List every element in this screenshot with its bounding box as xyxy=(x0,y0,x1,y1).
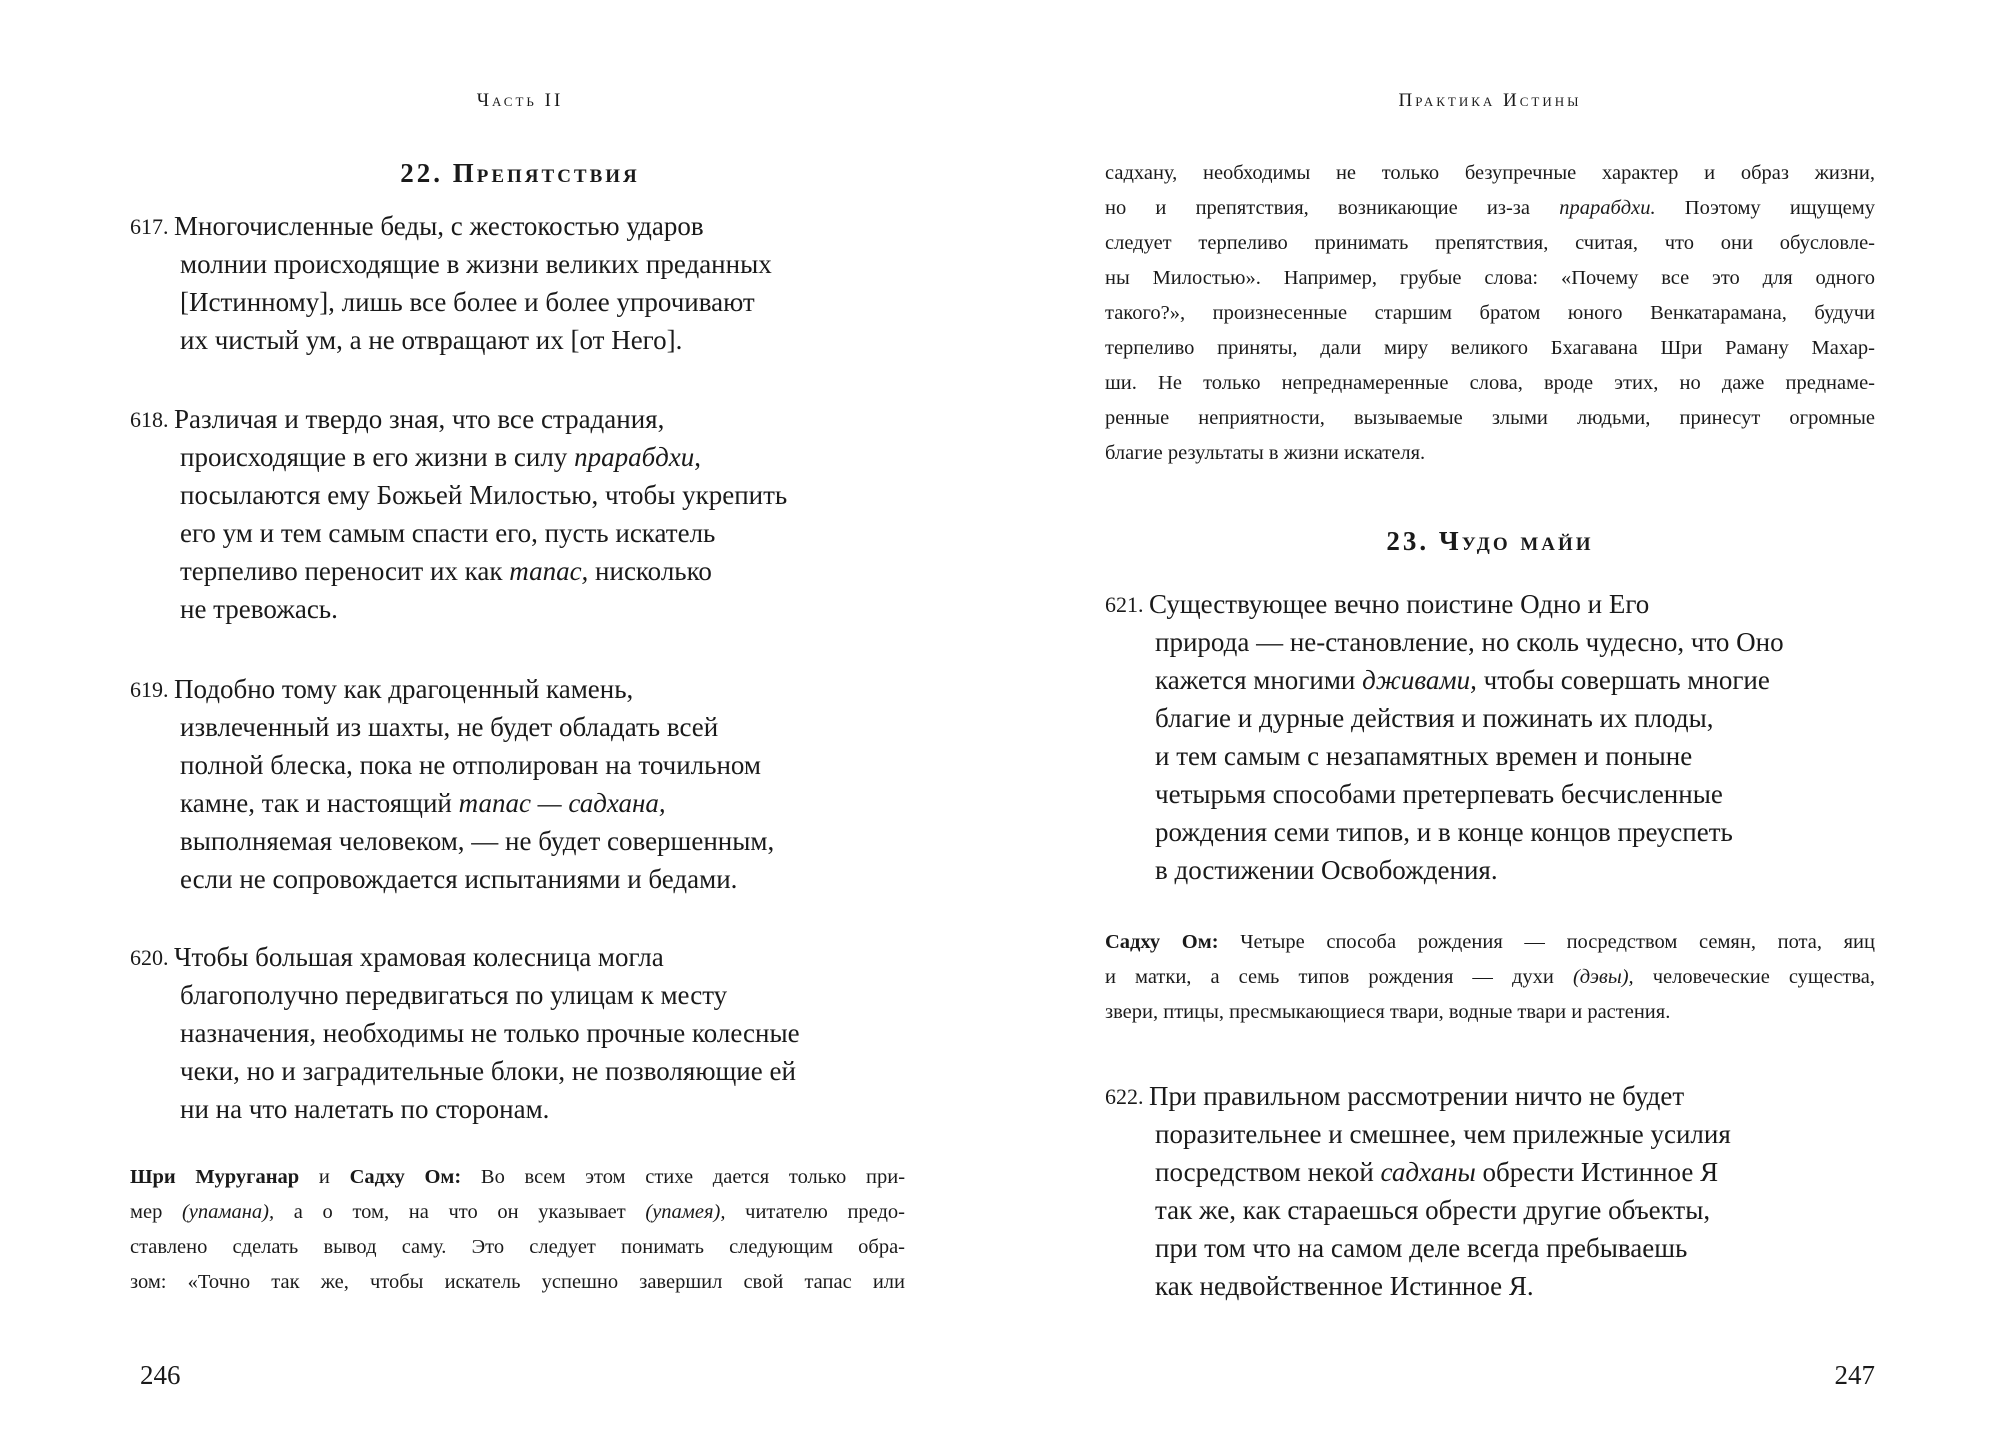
verse-line: При правильном рассмотрении ничто не будет xyxy=(1149,1081,1685,1111)
section-title-22-wrap xyxy=(130,158,910,189)
verse-line: как недвойственное Истинное Я. xyxy=(1155,1271,1534,1301)
commentary-line: ренные неприятности, вызываемые злыми людьми, принесут огромные xyxy=(1105,407,1875,429)
verse-text xyxy=(174,207,910,359)
section-title-22: 22. Препятствия xyxy=(400,158,640,188)
verse-line: терпеливо переносит их как тапас, нисколько xyxy=(180,556,712,586)
verse-621 xyxy=(1105,585,1875,889)
verse-number: 617. xyxy=(130,214,169,239)
verse-text xyxy=(174,670,910,898)
verse-line: их чистый ум, а не отвращают их [от Него]. xyxy=(180,325,683,355)
running-head-left: Часть II xyxy=(476,90,564,111)
commentary-621 xyxy=(1105,925,1875,1030)
commentary-line: ши. Не только непреднамеренные слова, вроде этих, но даже преднаме- xyxy=(1105,372,1875,394)
verse-line: выполняемая человеком, — не будет совершенным, xyxy=(180,826,775,856)
verse-line: Существующее вечно поистине Одно и Его xyxy=(1149,589,1650,619)
verse-number: 618. xyxy=(130,407,169,432)
verse-line: ни на что налетать по сторонам. xyxy=(180,1094,550,1124)
verse-line: поразительнее и смешнее, чем прилежные усилия xyxy=(1155,1119,1731,1149)
verse-line: камне, так и настоящий тапас — садхана, xyxy=(180,788,666,818)
term-sadhana: садханы xyxy=(1380,1157,1476,1187)
verse-line: кажется многими дживами, чтобы совершать многие xyxy=(1155,665,1770,695)
verse-line: Подобно тому как драгоценный камень, xyxy=(174,674,634,704)
verse-619 xyxy=(130,670,910,898)
continued-commentary xyxy=(1105,156,1875,471)
verse-line: чеки, но и заградительные блоки, не позволяющие ей xyxy=(180,1056,796,1086)
commentary-line: такого?», произнесенные старшим братом юного Венкатарамана, будучи xyxy=(1105,302,1875,324)
commentary-line: следует терпеливо принимать препятствия, считая, что они обусловле- xyxy=(1105,232,1875,254)
page-number-right: 247 xyxy=(1834,1360,1875,1390)
page-number-left: 246 xyxy=(140,1360,181,1390)
commentary-line: ставлено сделать вывод саму. Это следует понимать следующим обра- xyxy=(130,1236,905,1258)
commentary-line: Шри Муруганар и Садху Ом: Во всем этом стихе дается только при- xyxy=(130,1166,906,1188)
commentary-line: зом: «Точно так же, чтобы искатель успешно завершил свой тапас или xyxy=(130,1271,905,1293)
verse-line: благополучно передвигаться по улицам к месту xyxy=(180,980,728,1010)
section-title-23-wrap xyxy=(1105,526,1875,557)
commentary-author: Шри Муруганар xyxy=(130,1166,300,1188)
verse-number: 619. xyxy=(130,677,169,702)
verse-line: [Истинному], лишь все более и более упрочивают xyxy=(180,287,755,317)
verse-text xyxy=(1149,585,1875,889)
commentary-author: Садху Ом: xyxy=(1105,931,1219,953)
verse-text xyxy=(1149,1077,1875,1305)
commentary-line: но и препятствия, возникающие из-за прарабдхи. Поэтому ищущему xyxy=(1105,197,1875,219)
verse-line: если не сопровождается испытаниями и бедами. xyxy=(180,864,738,894)
verse-line: Различая и твердо зная, что все страдания, xyxy=(174,404,665,434)
verse-line: полной блеска, пока не отполирован на точильном xyxy=(180,750,761,780)
verse-line: назначения, необходимы не только прочные колесные xyxy=(180,1018,800,1048)
commentary-line: звери, птицы, пресмыкающиеся твари, водные твари и растения. xyxy=(1105,1001,1671,1023)
commentary-line: терпеливо приняты, дали миру великого Бхагавана Шри Раману Махар- xyxy=(1105,337,1875,359)
term-jivas: дживами, xyxy=(1362,665,1477,695)
verse-620 xyxy=(130,938,910,1128)
verse-number: 620. xyxy=(130,945,169,970)
verse-line: посредством некой садханы обрести Истинное Я xyxy=(1155,1157,1719,1187)
commentary-620 xyxy=(130,1160,905,1300)
verse-line: Чтобы большая храмовая колесница могла xyxy=(174,942,664,972)
verse-line: извлеченный из шахты, не будет обладать всей xyxy=(180,712,719,742)
verse-622 xyxy=(1105,1077,1875,1305)
verse-line: не тревожась. xyxy=(180,594,338,624)
commentary-line: мер (упамана), а о том, на что он указывает (упамея), читателю предо- xyxy=(130,1201,906,1223)
term-prarabdha: прарабдхи xyxy=(574,442,695,472)
verse-number: 621. xyxy=(1105,592,1144,617)
commentary-line: ны Милостью». Например, грубые слова: «Почему все это для одного xyxy=(1105,267,1875,289)
verse-line: происходящие в его жизни в силу прарабдхи, xyxy=(180,442,702,472)
verse-line: четырьмя способами претерпевать бесчисленные xyxy=(1155,779,1723,809)
left-page xyxy=(130,0,910,1453)
right-page xyxy=(1105,0,1875,1453)
verse-line: Многочисленные беды, с жестокостью ударов xyxy=(174,211,704,241)
commentary-line: садхану, необходимы не только безупречные характер и образ жизни, xyxy=(1105,162,1875,184)
verse-line: в достижении Освобождения. xyxy=(1155,855,1498,885)
verse-line: рождения семи типов, и в конце концов преуспеть xyxy=(1155,817,1733,847)
verse-line: посылаются ему Божьей Милостью, чтобы укрепить xyxy=(180,480,788,510)
running-head-right: Практика Истины xyxy=(1398,90,1582,111)
section-title-23: 23. Чудо майи xyxy=(1386,526,1594,556)
verse-number: 622. xyxy=(1105,1084,1144,1109)
verse-line: благие и дурные действия и пожинать их плоды, xyxy=(1155,703,1714,733)
verse-text xyxy=(174,400,910,628)
term-tapas: тапас, xyxy=(509,556,589,586)
commentary-author: Садху Ом: xyxy=(349,1166,462,1188)
verse-text xyxy=(174,938,910,1128)
verse-line: его ум и тем самым спасти его, пусть искатель xyxy=(180,518,716,548)
verse-line: природа — не-становление, но сколь чудесно, что Оно xyxy=(1155,627,1784,657)
commentary-line: Садху Ом: Четыре способа рождения — посредством семян, пота, яиц xyxy=(1105,931,1876,953)
term-tapas-sadhana: тапас — садхана, xyxy=(458,788,666,818)
verse-line: так же, как стараешься обрести другие объекты, xyxy=(1155,1195,1711,1225)
commentary-line: и матки, а семь типов рождения — духи (дэвы), человеческие существа, xyxy=(1105,966,1876,988)
verse-line: при том что на самом деле всегда пребываешь xyxy=(1155,1233,1688,1263)
verse-618 xyxy=(130,400,910,628)
verse-line: и тем самым с незапамятных времен и поныне xyxy=(1155,741,1693,771)
verse-line: молнии происходящие в жизни великих преданных xyxy=(180,249,772,279)
commentary-line: благие результаты в жизни искателя. xyxy=(1105,442,1426,464)
verse-617 xyxy=(130,207,910,359)
